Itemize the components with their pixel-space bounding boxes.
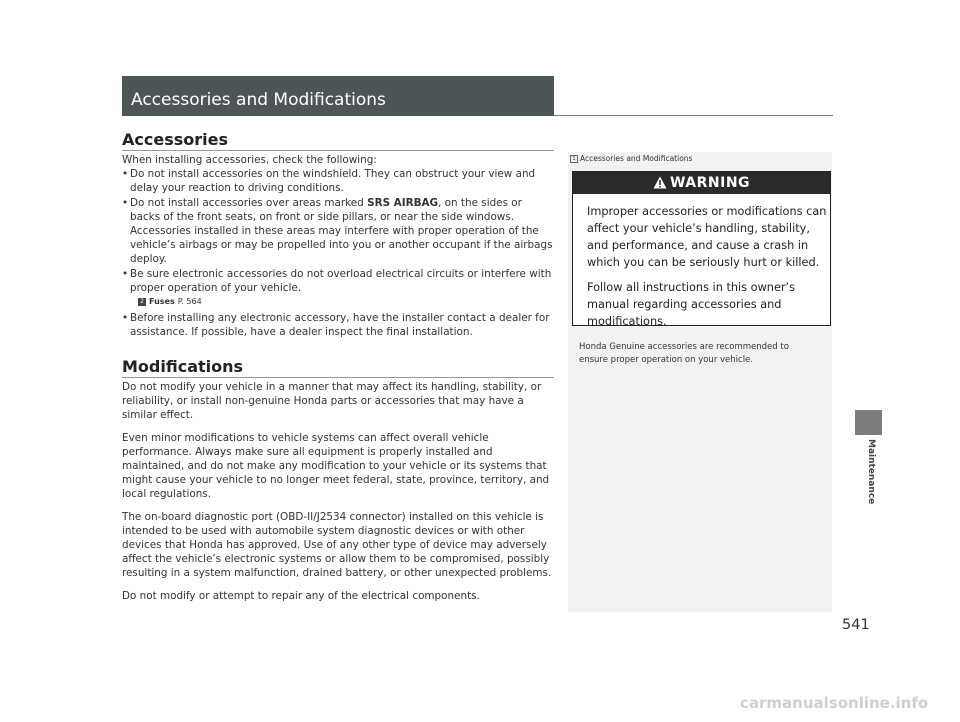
watermark: carmanualsonline.info xyxy=(740,694,929,712)
xref-label: Fuses xyxy=(149,297,175,307)
reference-arrow-icon: 2 xyxy=(138,298,146,306)
accessories-heading: Accessories xyxy=(122,130,228,149)
sidebar-header xyxy=(570,154,692,163)
page-number: 541 xyxy=(842,617,870,633)
modifications-paragraph: Do not modify or attempt to repair any of the electrical components. xyxy=(122,589,480,602)
srs-airbag-label: SRS AIRBAG xyxy=(367,196,439,209)
modifications-paragraph: Do not modify your vehicle in a manner that may affect its handling, stability, or reliability, or install non-genuine Honda parts or accessories that may have a similar effect. xyxy=(122,381,542,422)
list-item: • Before installing any electronic accessory, have the installer contact a dealer for assistance. If possible, have a dealer inspect the final installation. xyxy=(122,311,554,339)
accessories-body xyxy=(122,153,554,339)
modifications-heading-rule xyxy=(122,377,554,378)
page-title: Accessories and Modifications xyxy=(131,90,386,110)
list-item-text: , on the sides or backs of the front seats, on front or side pillars, or near the side windows. xyxy=(130,196,522,223)
warning-paragraph: Improper accessories or modifications can affect your vehicle’s handling, stability, and performance, and cause a crash in which you can be seriously hurt or killed. xyxy=(587,205,827,269)
fuses-cross-reference[interactable] xyxy=(130,296,554,308)
warning-paragraph: Follow all instructions in this owner’s manual regarding accessories and modifications. xyxy=(587,281,796,328)
airbag-caution-text: Accessories installed in these areas may interfere with proper operation of the vehicle’s airbags or may be propelled into you or another occupant if the airbags deploy. xyxy=(130,225,553,266)
modifications-paragraph: The on-board diagnostic port (OBD-II/J2534 connector) installed on this vehicle is intended to be used with automobile system diagnostic devices or with other devices that Honda has approved. Use of any other type of device may adversely affect the vehicle’s electronic systems or allow them to be compromised, possibly resulting in a system malfunction, drained battery, or other unexpected problems. xyxy=(122,510,552,580)
accessories-checklist xyxy=(122,167,554,339)
accessories-heading-rule xyxy=(122,150,554,151)
sidebar-note: Honda Genuine accessories are recommended to ensure proper operation on your vehicle. xyxy=(579,342,789,365)
warning-header xyxy=(573,172,830,194)
title-rule xyxy=(554,115,833,116)
section-title-banner xyxy=(122,76,554,116)
reference-arrow-icon: 1 xyxy=(570,155,578,163)
sidebar-header-label: Accessories and Modifications xyxy=(580,154,693,163)
section-tab-label: Maintenance xyxy=(866,439,876,505)
modifications-heading: Modifications xyxy=(122,357,244,376)
list-item xyxy=(122,196,554,267)
accessories-intro: When installing accessories, check the following: xyxy=(122,154,377,166)
list-item-text: Do not install accessories over areas marked xyxy=(130,196,368,209)
section-tab-marker xyxy=(855,410,882,435)
list-item: • Do not install accessories on the windshield. They can obstruct your view and delay your reaction to driving conditions. xyxy=(122,167,554,195)
warning-box xyxy=(572,171,831,326)
warning-title: WARNING xyxy=(669,175,751,191)
list-item xyxy=(122,267,554,308)
warning-triangle-icon xyxy=(653,176,667,189)
modifications-paragraph: Even minor modifications to vehicle systems can affect overall vehicle performance. Always make sure all equipment is properly installed and maintained, and do not make any modification to your vehicle or its systems that might cause your vehicle to no longer meet federal, state, province, territory, and local regulations. xyxy=(122,431,550,501)
list-item-text: Be sure electronic accessories do not overload electrical circuits or interfere with proper operation of your vehicle. xyxy=(130,267,552,294)
warning-text xyxy=(587,203,827,338)
modifications-body xyxy=(122,380,554,611)
xref-page: P. 564 xyxy=(177,297,202,307)
